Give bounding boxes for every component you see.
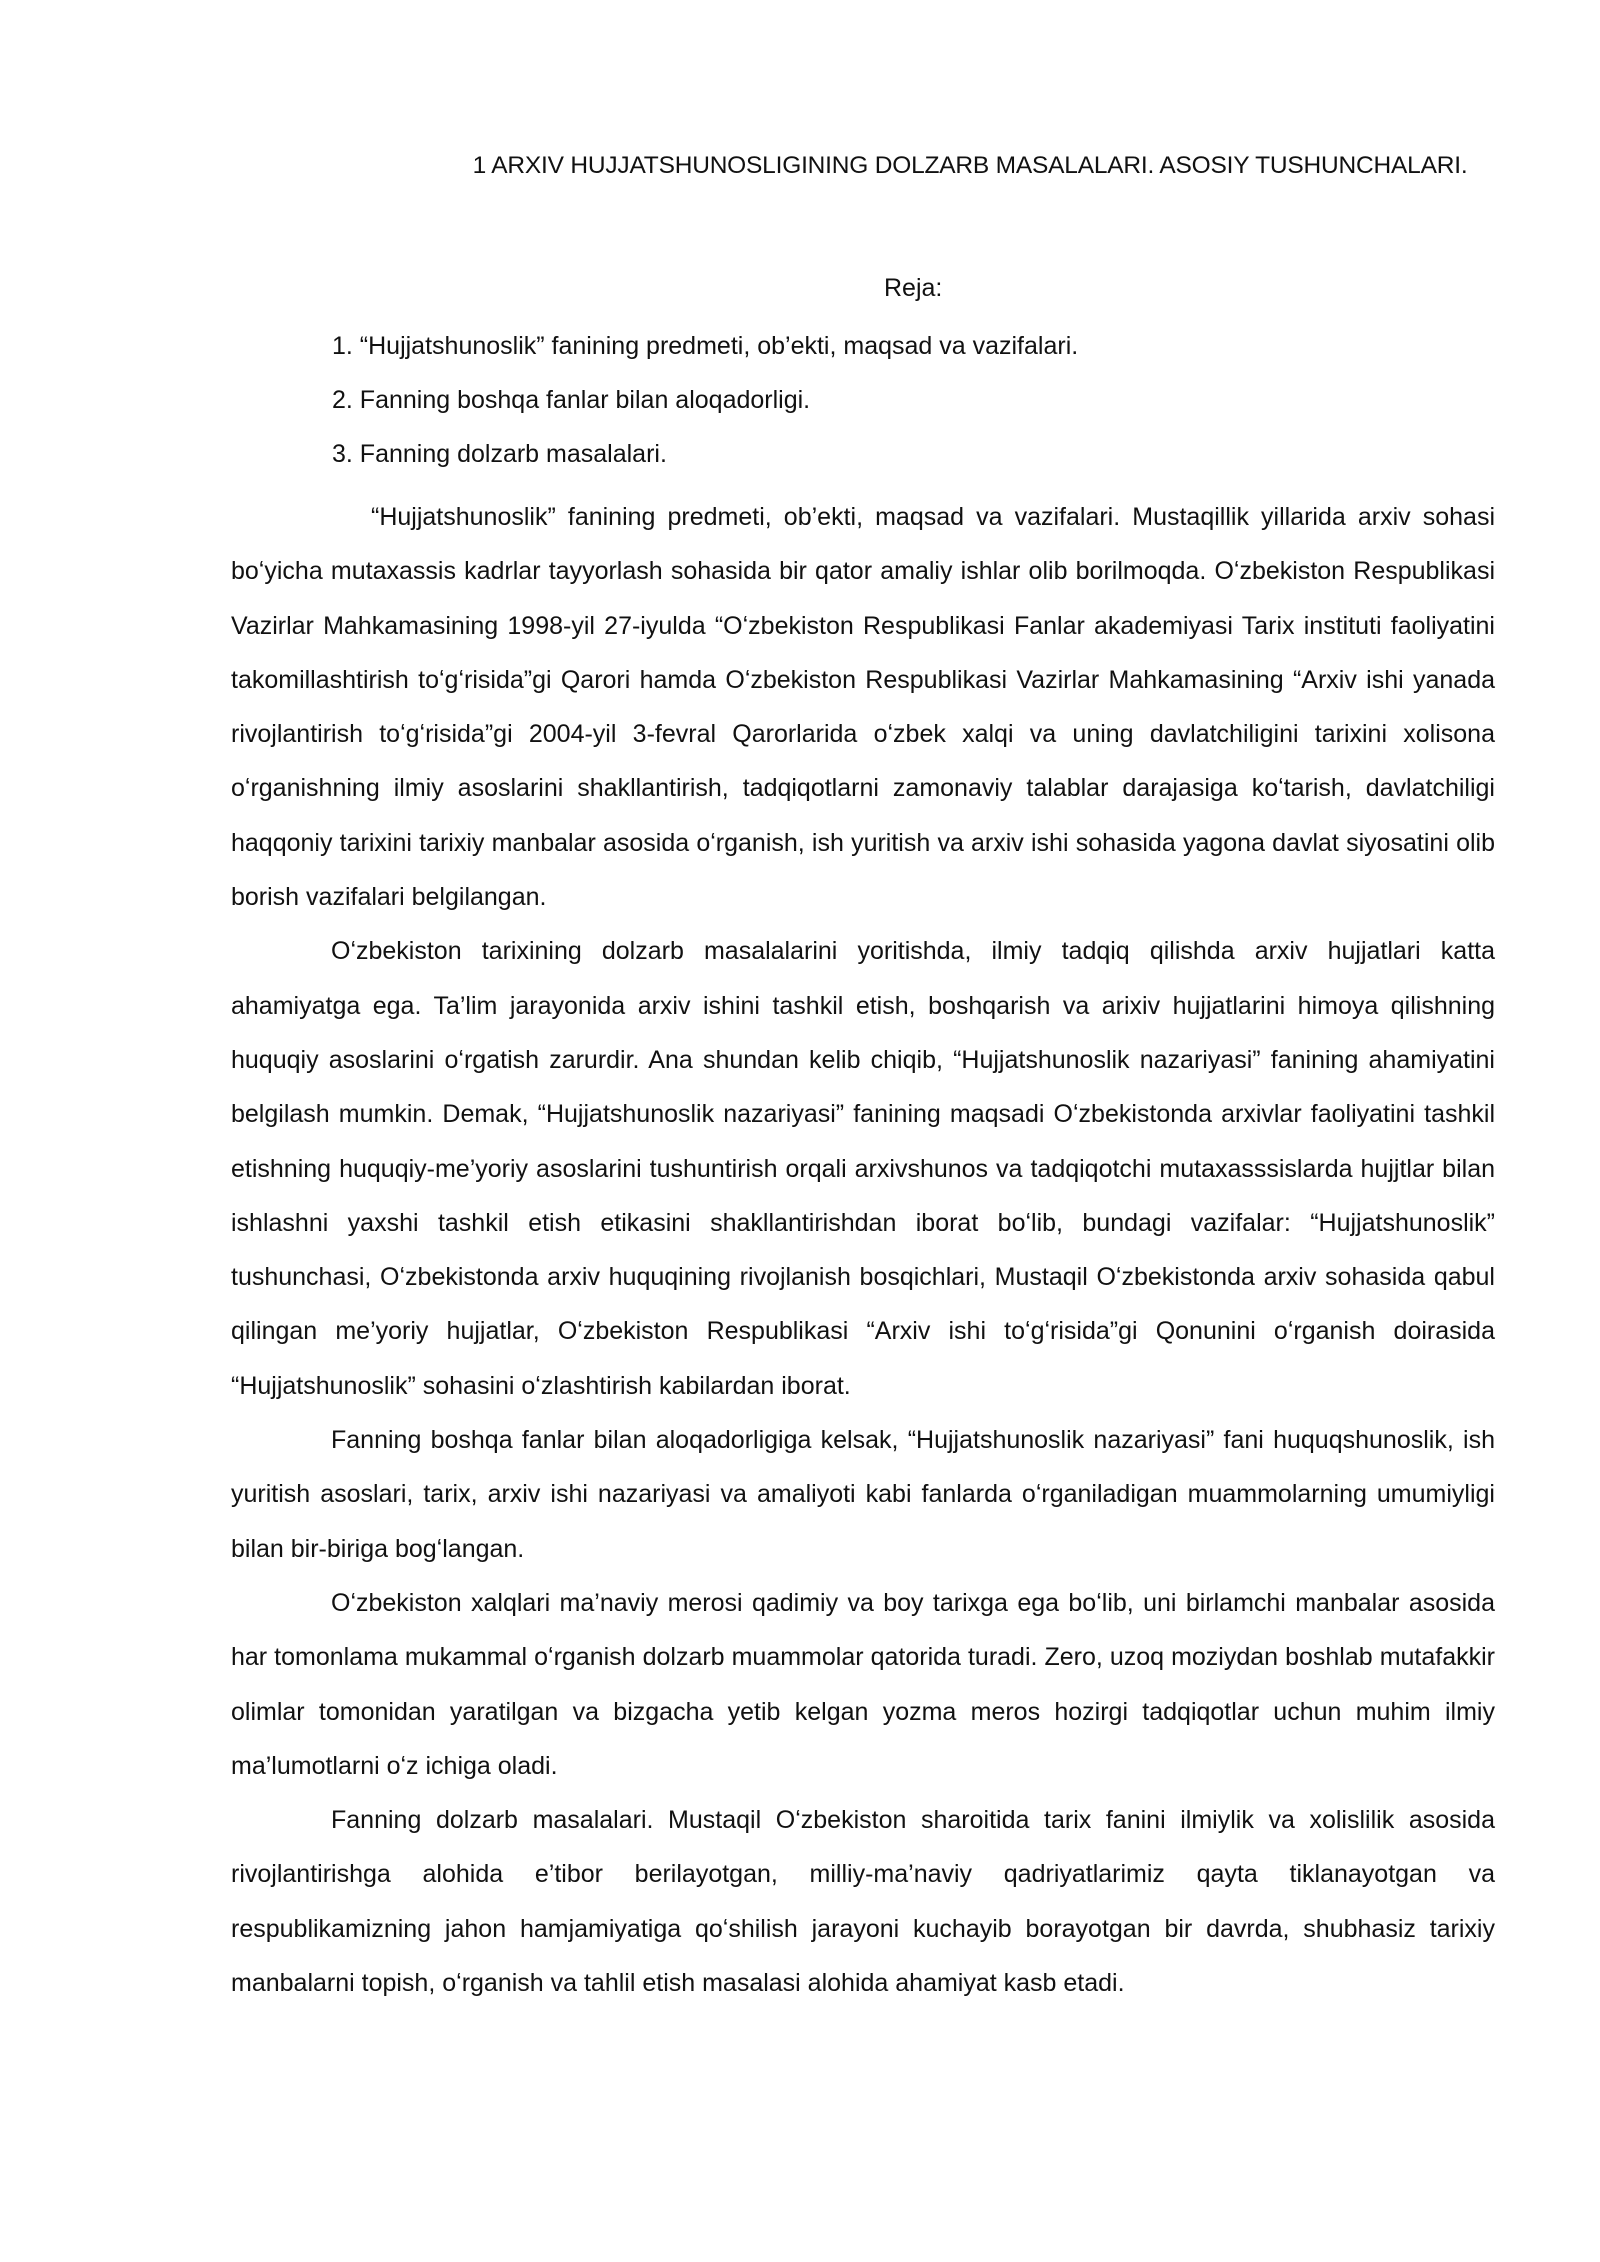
plan-heading: Reja:: [884, 274, 943, 302]
body-paragraph: Oʻzbekiston tarixining dolzarb masalalarini yoritishda, ilmiy tadqiq qilishda arxiv hujjatlari katta ahamiyatga ega. Ta’lim jarayonida arxiv ishini tashkil etish, boshqarish va arixiv hujjatlarini himoya qilishning huquqiy asoslarini oʻrgatish zarurdir. Ana shundan kelib chiqib, “Hujjatshunoslik nazariyasi” fanining ahamiyatini belgilash mumkin. Demak, “Hujjatshunoslik nazariyasi” fanining maqsadi Oʻzbekistonda arxivlar faoliyatini tashkil etishning huquqiy-me’yoriy asoslarini tushuntirish orqali arxivshunos va tadqiqotchi mutaxasssislarda hujjtlar bilan ishlashni yaxshi tashkil etish etikasini shakllantirishdan iborat boʻlib, bundagi vazifalar: “Hujjatshunoslik” tushunchasi, Oʻzbekistonda arxiv huquqining rivojlanish bosqichlari, Mustaqil Oʻzbekistonda arxiv sohasida qabul qilingan me’yoriy hujjatlar, Oʻzbekiston Respublikasi “Arxiv ishi toʻgʻrisida”gi Qonunini oʻrganish doirasida “Hujjatshunoslik” sohasini oʻzlashtirish kabilardan iborat.: [231, 937, 1495, 1400]
body-paragraph: Oʻzbekiston xalqlari ma’naviy merosi qadimiy va boy tarixga ega boʻlib, uni birlamchi manbalar asosida har tomonlama mukammal oʻrganish dolzarb muammolar qatorida turadi. Zero, uzoq moziydan boshlab mutafakkir olimlar tomonidan yaratilgan va bizgacha yetib kelgan yozma meros hozirgi tadqiqotlar uchun muhim ilmiy ma’lumotlarni oʻz ichiga oladi.: [231, 1588, 1495, 1780]
plan-item: 3. Fanning dolzarb masalalari.: [332, 440, 667, 468]
document-title: 1 ARXIV HUJJATSHUNOSLIGINING DOLZARB MASALALARI. ASOSIY TUSHUNCHALARI.: [472, 152, 1468, 179]
body-paragraph: “Hujjatshunoslik” fanining predmeti, ob’ekti, maqsad va vazifalari. Mustaqillik yillarida arxiv sohasi boʻyicha mutaxassis kadrlar tayyorlash sohasida bir qator amaliy ishlar olib borilmoqda. Oʻzbekiston Respublikasi Vazirlar Mahkamasining 1998-yil 27-iyulda “Oʻzbekiston Respublikasi Fanlar akademiyasi Tarix instituti faoliyatini takomillashtirish toʻgʻrisida”gi Qarori hamda Oʻzbekiston Respublikasi Vazirlar Mahkamasining “Arxiv ishi yanada rivojlantirish toʻgʻrisida”gi 2004-yil 3-fevral Qarorlarida oʻzbek xalqi va uning davlatchiligini tarixini xolisona oʻrganishning ilmiy asoslarini shakllantirish, tadqiqotlarni zamonaviy talablar darajasiga koʻtarish, davlatchiligi haqqoniy tarixini tarixiy manbalar asosida oʻrganish, ish yuritish va arxiv ishi sohasida yagona davlat siyosatini olib borish vazifalari belgilangan.: [231, 503, 1495, 912]
plan-item: 1. “Hujjatshunoslik” fanining predmeti, ob’ekti, maqsad va vazifalari.: [332, 332, 1079, 360]
document-body: [231, 490, 1495, 2010]
body-paragraph: Fanning boshqa fanlar bilan aloqadorligiga kelsak, “Hujjatshunoslik nazariyasi” fani huquqshunoslik, ish yuritish asoslari, tarix, arxiv ishi nazariyasi va amaliyoti kabi fanlarda oʻrganiladigan muammolarning umumiyligi bilan bir-biriga bogʻlangan.: [231, 1426, 1495, 1563]
plan-list: [332, 328, 1078, 490]
body-paragraph: Fanning dolzarb masalalari. Mustaqil Oʻzbekiston sharoitida tarix fanini ilmiylik va xolislilik asosida rivojlantirishga alohida e’tibor berilayotgan, milliy-ma’naviy qadriyatlarimiz qayta tiklanayotgan va respublikamizning jahon hamjamiyatiga qoʻshilish jarayoni kuchayib borayotgan bir davrda, shubhasiz tarixiy manbalarni topish, oʻrganish va tahlil etish masalasi alohida ahamiyat kasb etadi.: [231, 1806, 1495, 1998]
plan-item: 2. Fanning boshqa fanlar bilan aloqadorligi.: [332, 386, 811, 414]
